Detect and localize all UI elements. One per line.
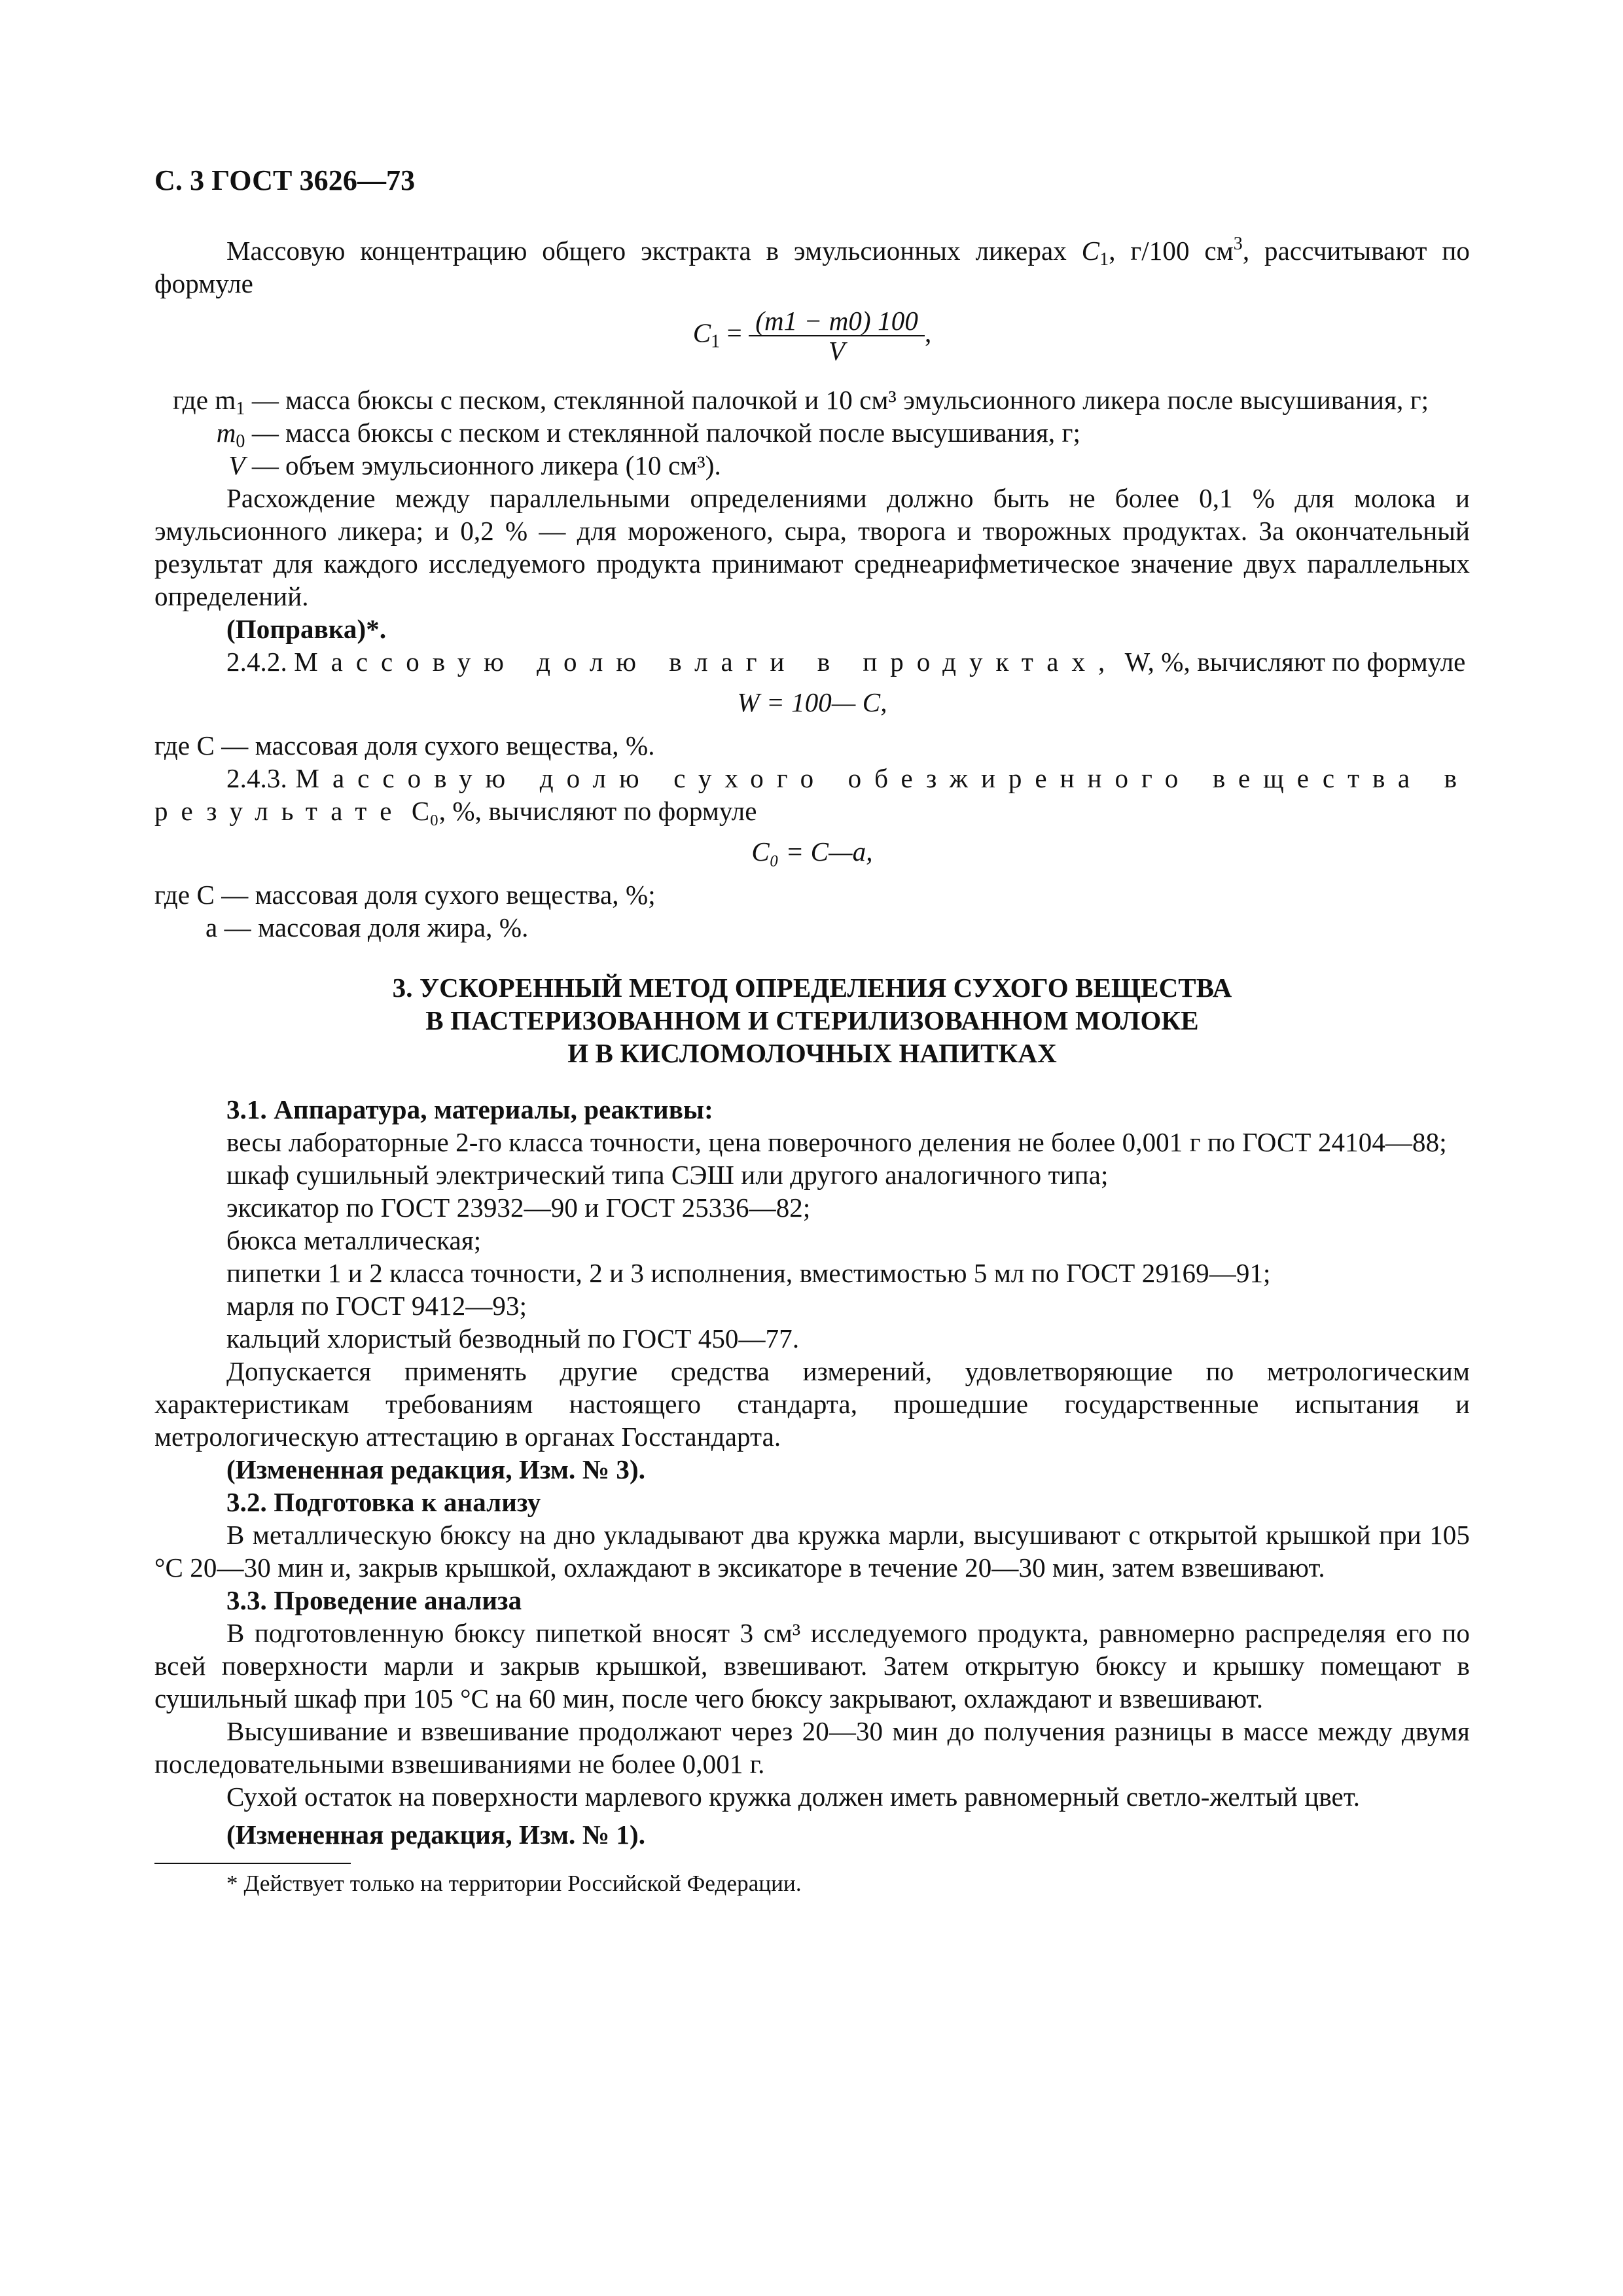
where-def: масса бюксы с песком, стеклянной палочкой и 10 см³ эмульсионного ликера после высушивания, г;	[285, 385, 1429, 415]
where-2: где C — массовая доля сухого вещества, %.	[154, 730, 655, 761]
where-term	[154, 384, 285, 419]
where-dash: —	[251, 450, 279, 480]
formula-c1-eq: =	[720, 317, 749, 348]
where-dash: —	[251, 418, 279, 448]
where-term-text: m	[216, 418, 236, 448]
subsection-3-1-amendment: (Измененная редакция, Изм. № 3).	[226, 1454, 646, 1484]
formula-c1-lhs-sub: 1	[711, 331, 721, 352]
equipment-item: кальций хлористый безводный по ГОСТ 450—77.	[226, 1323, 800, 1354]
intro-text-1: Массовую концентрацию общего экстракта в эмульсионных ликерах	[226, 236, 1082, 266]
intro-sup: 3	[1233, 234, 1243, 254]
section-3-title-line: В ПАСТЕРИЗОВАННОМ И СТЕРИЛИЗОВАННОМ МОЛОКЕ	[425, 1005, 1199, 1035]
equipment-item: марля по ГОСТ 9412—93;	[226, 1291, 527, 1321]
where-def: масса бюксы с песком и стеклянной палочкой после высушивания, г;	[285, 418, 1081, 448]
amendment-note: (Поправка)*.	[226, 614, 387, 644]
equipment-item: эксикатор по ГОСТ 23932—90 и ГОСТ 25336—82;	[226, 1193, 811, 1223]
document-page	[154, 162, 1470, 1898]
where-term	[154, 416, 285, 452]
where-term-text: V	[228, 450, 245, 480]
where-dash: —	[251, 385, 279, 415]
clause-2-4-2-spaced: Массовую долю влаги в продуктах,	[294, 647, 1118, 677]
where-term-sub: 0	[236, 431, 245, 452]
clause-2-4-2-number: 2.4.2.	[226, 647, 294, 677]
clause-2-4-2-rest: W, %, вычисляют по формуле	[1118, 647, 1466, 677]
intro-text-2: , г/100 см	[1109, 236, 1234, 266]
page-header: С. 3 ГОСТ 3626—73	[154, 164, 416, 196]
clause-2-4-3	[154, 762, 1470, 827]
where-term-sub: 1	[236, 399, 245, 419]
formula-c1-lhs: C	[692, 317, 711, 348]
formula-c0: C₀ = C—a,	[751, 836, 873, 867]
subsection-3-1-title: 3.1. Аппаратура, материалы, реактивы:	[226, 1094, 713, 1124]
formula-w: W = 100— C,	[737, 687, 887, 717]
equipment-item: весы лабораторные 2-го класса точности, цена поверочного деления не более 0,001 г по ГОСТ 24104—88;	[226, 1127, 1447, 1157]
formula-c1	[154, 306, 1470, 380]
footnote-separator	[154, 1863, 351, 1864]
formula-c1-fraction	[749, 306, 925, 365]
subsection-3-2-title: 3.2. Подготовка к анализу	[226, 1487, 541, 1517]
footnote: * Действует только на территории Российской Федерации.	[226, 1871, 802, 1896]
where-list-1	[154, 384, 1470, 482]
clause-2-4-3-spaced: Массовую долю сухого обезжиренного вещества в результате	[154, 763, 1470, 826]
intro-symbol-sub: 1	[1099, 249, 1109, 270]
subsection-3-2-text: В металлическую бюксу на дно укладывают два кружка марли, высушивают с открытой крышкой при 105 °С 20—30 мин и, закрыв крышкой, охлаждают в эксикаторе в течение 20—30 мин, затем взвешивают.	[154, 1520, 1470, 1583]
equipment-item: бюкса металлическая;	[226, 1225, 482, 1255]
equipment-item: шкаф сушильный электрический типа СЭШ или другого аналогичного типа;	[226, 1160, 1109, 1190]
section-3-title-line: 3. УСКОРЕННЫЙ МЕТОД ОПРЕДЕЛЕНИЯ СУХОГО ВЕЩЕСТВА	[392, 973, 1232, 1003]
clause-2-4-2	[154, 645, 1470, 678]
where-3-line-1: где C — массовая доля сухого вещества, %;	[154, 880, 656, 910]
where-def: объем эмульсионного ликера (10 см³).	[285, 450, 721, 480]
subsection-3-3-text-3: Сухой остаток на поверхности марлевого кружка должен иметь равномерный светло-желтый цвет.	[226, 1782, 1361, 1812]
intro-paragraph	[154, 234, 1470, 300]
clause-2-4-3-rest: C₀, %, вычисляют по формуле	[404, 796, 757, 826]
subsection-3-3-text-2: Высушивание и взвешивание продолжают через 20—30 мин до получения разницы в массе между двумя последовательными взвешиваниями не более 0,001 г.	[154, 1716, 1470, 1779]
formula-c1-denominator: V	[828, 336, 846, 366]
formula-c1-numerator: (m1 − m0) 100	[749, 306, 925, 336]
intro-text-3: , рассчитывают по формуле	[154, 236, 1470, 298]
where-3-line-2: a — массовая доля жира, %.	[205, 912, 529, 942]
divergence-paragraph: Расхождение между параллельными определениями должно быть не более 0,1 % для молока и эмульсионного ликера; и 0,2 % — для мороженого, сыра, творога и творожных продуктах. За окончательный результат для каждого исследуемого продукта принимают среднеарифметическое значение двух параллельных определений.	[154, 483, 1470, 611]
subsection-3-3-title: 3.3. Проведение анализа	[226, 1585, 522, 1615]
formula-c1-tail: ,	[924, 317, 932, 348]
subsection-3-1-allowance: Допускается применять другие средства измерений, удовлетворяющие по метрологическим характеристикам требованиям настоящего стандарта, прошедшие государственные испытания и метрологическую аттестацию в органах Госстандарта.	[154, 1356, 1470, 1452]
section-3-title-line: И В КИСЛОМОЛОЧНЫХ НАПИТКАХ	[567, 1038, 1057, 1068]
where-term	[154, 449, 285, 482]
section-3-title	[154, 971, 1470, 1069]
clause-2-4-3-number: 2.4.3.	[226, 763, 296, 793]
where-term-text: где m	[172, 385, 236, 415]
equipment-item: пипетки 1 и 2 класса точности, 2 и 3 исполнения, вместимостью 5 мл по ГОСТ 29169—91;	[226, 1258, 1271, 1288]
subsection-3-3-amendment: (Измененная редакция, Изм. № 1).	[226, 1820, 646, 1850]
intro-symbol: C	[1081, 236, 1100, 266]
subsection-3-3-text-1: В подготовленную бюксу пипеткой вносят 3 см³ исследуемого продукта, равномерно распределяя его по всей поверхности марли и закрыв крышкой, взвешивают. Затем открытую бюксу и крышку помещают в сушильный шкаф при 105 °С на 60 мин, после чего бюксу закрывают, охлаждают и взвешивают.	[154, 1618, 1470, 1713]
